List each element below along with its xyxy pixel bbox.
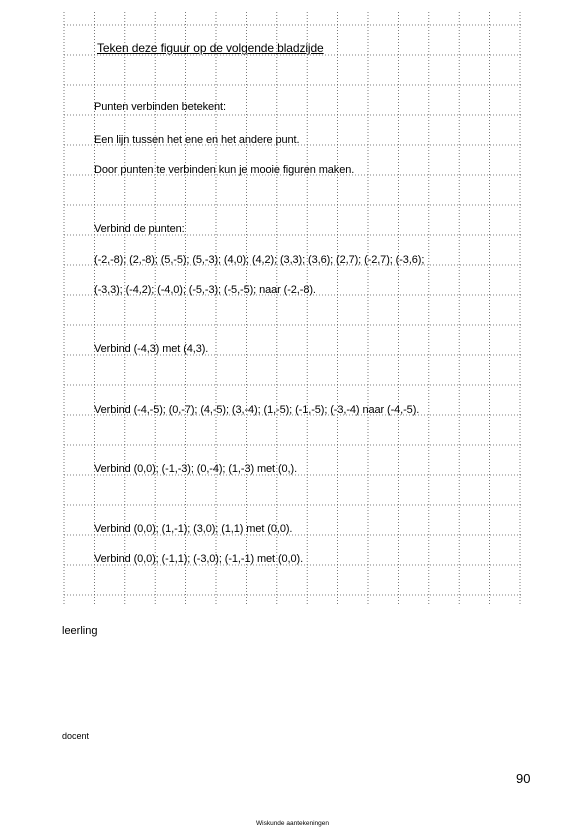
instruction-line-7: Verbind (-4,3) met (4,3).: [94, 343, 209, 355]
instruction-line-8: Verbind (-4,-5); (0,-7); (4,-5); (3,-4); (1,-5); (-1,-5); (-3,-4) naar (-4,-5).: [94, 404, 420, 416]
instruction-line-6: (-3,3); (-4,2); (-4,0); (-5,-3); (-5,-5); naar (-2,-8).: [94, 284, 316, 296]
page-footer: Wiskunde aantekeningen: [256, 820, 329, 827]
instruction-line-5: (-2,-8); (2,-8); (5,-5); (5,-3); (4,0); (4,2); (3,3); (3,6); (2,7); (-2,7); (-3,6);: [94, 254, 425, 266]
instruction-line-2: Een lijn tussen het ene en het andere punt.: [94, 134, 300, 146]
instruction-line-1: Punten verbinden betekent:: [94, 101, 226, 113]
instruction-line-10: Verbind (0,0); (1,-1); (3,0); (1,1) met (0,0).: [94, 523, 293, 535]
instruction-line-9: Verbind (0,0); (-1,-3); (0,-4); (1,-3) met (0,).: [94, 463, 298, 475]
teacher-label: docent: [62, 731, 90, 741]
instruction-line-4: Verbind de punten:: [94, 223, 185, 235]
instruction-line-3: Door punten te verbinden kun je mooie figuren maken.: [94, 164, 355, 176]
student-label: leerling: [62, 625, 98, 637]
instruction-line-11: Verbind (0,0); (-1,1); (-3,0); (-1,-1) met (0,0).: [94, 553, 304, 565]
page-number: 90: [516, 771, 531, 786]
instruction-title: Teken deze figuur op de volgende bladzijde: [97, 41, 324, 55]
